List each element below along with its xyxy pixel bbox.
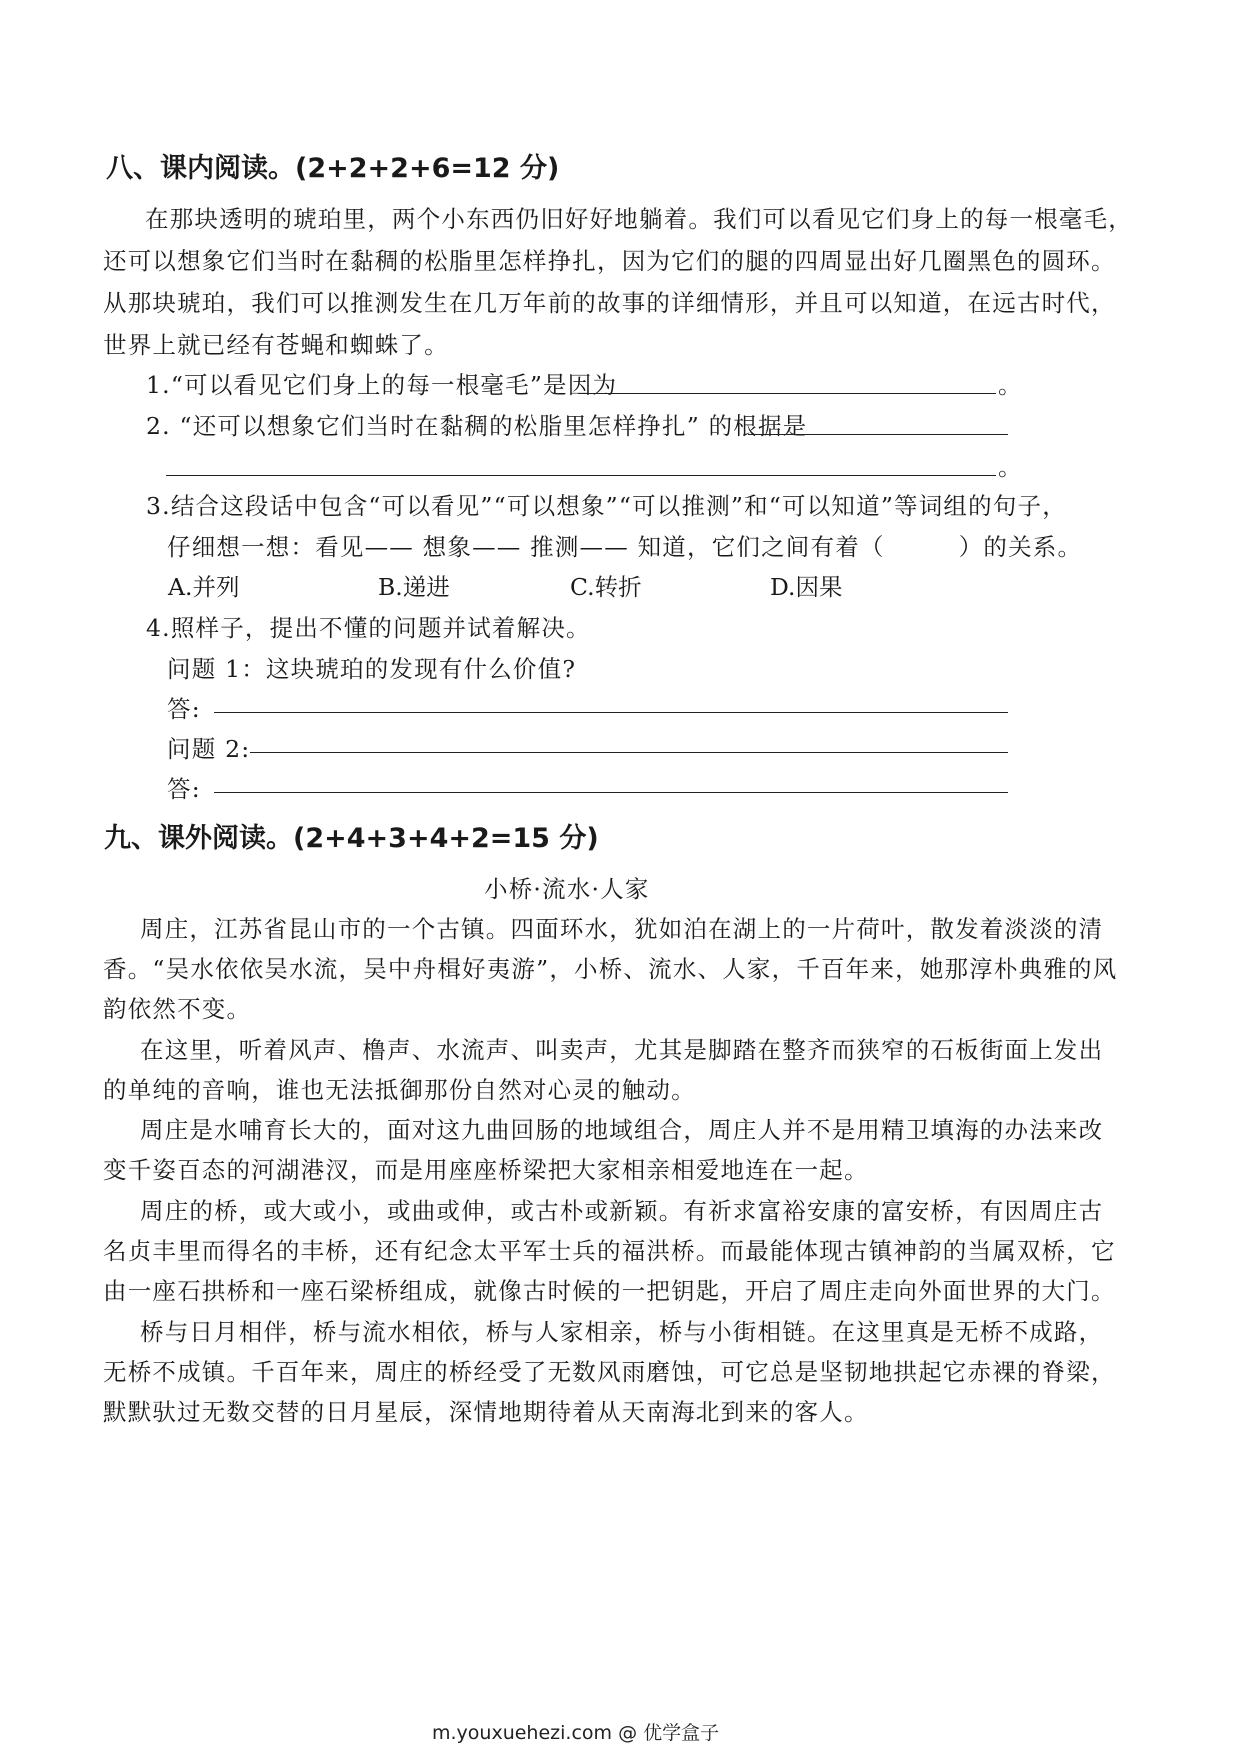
story-line: 周庄，江苏省昆山市的一个古镇。四面环水，犹如泊在湖上的一片荷叶，散发着淡淡的清 (140, 915, 1104, 943)
option-d[interactable]: D.因果 (770, 573, 843, 601)
footer-watermark: m.youxuehezi.com @ 优学盒子 (432, 1722, 720, 1744)
question-1-end: 。 (998, 371, 1023, 399)
story-line: 的单纯的音响，谁也无法抵御那份自然对心灵的触动。 (103, 1076, 696, 1104)
passage-line: 从那块琥珀，我们可以推测发生在几万年前的故事的详细情形，并且可以知道，在远古时代， (103, 289, 1116, 317)
question-3-line2: 仔细想一想：看见—— 想象—— 推测—— 知道，它们之间有着（ ）的关系。 (167, 533, 1083, 561)
answer-line-q1[interactable] (578, 393, 996, 394)
story-line: 香。“吴水依依吴水流，吴中舟楫好夷游”，小桥、流水、人家，千百年来，她那淳朴典雅的风 (103, 955, 1118, 983)
answer-line-q2a[interactable] (748, 434, 1008, 435)
passage-line: 在那块透明的琥珀里，两个小东西仍旧好好地躺着。我们可以看见它们身上的每一根毫毛， (145, 205, 1133, 233)
story-line: 桥与日月相伴，桥与流水相依，桥与人家相亲，桥与小街相链。在这里真是无桥不成路， (140, 1318, 1104, 1346)
answer-line-q4a[interactable] (214, 712, 1008, 713)
story-line: 周庄的桥，或大或小，或曲或伸，或古朴或新颖。有祈求富裕安康的富安桥，有因周庄古 (140, 1197, 1104, 1225)
question-3-line1: 3.结合这段话中包含“可以看见”“可以想象”“可以推测”和“可以知道”等词组的句子， (146, 492, 1067, 520)
story-line: 无桥不成镇。千百年来，周庄的桥经受了无数风雨磨蚀，可它总是坚韧地拱起它赤裸的脊梁， (103, 1358, 1116, 1386)
answer-line-q2b[interactable] (166, 475, 996, 476)
answer-line-q4b[interactable] (250, 752, 1008, 753)
story-line: 周庄是水哺育长大的，面对这九曲回肠的地域组合，周庄人并不是用精卫填海的办法来改 (140, 1116, 1104, 1144)
answer-line-q4c[interactable] (214, 792, 1008, 793)
answer-label: 答: (167, 695, 201, 723)
option-b[interactable]: B.递进 (378, 573, 450, 601)
question-1: 1.“可以看见它们身上的每一根毫毛”是因为 (146, 371, 618, 399)
question-2-end: 。 (998, 453, 1023, 481)
story-line: 名贞丰里而得名的丰桥，还有纪念太平军士兵的福洪桥。而最能体现古镇神韵的当属双桥，它 (103, 1237, 1116, 1265)
example-question: 问题 1：这块琥珀的发现有什么价值? (167, 655, 577, 683)
passage-line: 世界上就已经有苍蝇和蜘蛛了。 (103, 331, 449, 359)
answer-2-label: 答: (167, 775, 201, 803)
story-line: 默默驮过无数交替的日月星辰，深情地期待着从天南海北到来的客人。 (103, 1398, 869, 1426)
option-a[interactable]: A.并列 (168, 573, 240, 601)
option-c[interactable]: C.转折 (570, 573, 642, 601)
passage-line: 还可以想象它们当时在黏稠的松脂里怎样挣扎，因为它们的腿的四周显出好几圈黑色的圆环。 (103, 247, 1116, 275)
story-line: 在这里，听着风声、橹声、水流声、叫卖声，尤其是脚踏在整齐而狭窄的石板街面上发出 (140, 1036, 1104, 1064)
story-line: 变千姿百态的河湖港汊，而是用座座桥梁把大家相亲相爱地连在一起。 (103, 1156, 869, 1184)
story-line: 韵依然不变。 (103, 995, 252, 1023)
story-title: 小桥·流水·人家 (484, 875, 650, 903)
story-line: 由一座石拱桥和一座石梁桥组成，就像古时候的一把钥匙，开启了周庄走向外面世界的大门。 (103, 1277, 1116, 1305)
question-4: 4.照样子，提出不懂的问题并试着解决。 (146, 614, 591, 642)
question-2: 2. “还可以想象它们当时在黏稠的松脂里怎样挣扎” 的根据是 (146, 412, 808, 440)
question-2-label: 问题 2: (167, 735, 251, 763)
section-9-title: 九、课外阅读。(2+4+3+4+2=15 分) (104, 823, 599, 854)
section-8-title: 八、课内阅读。(2+2+2+6=12 分) (106, 153, 560, 184)
